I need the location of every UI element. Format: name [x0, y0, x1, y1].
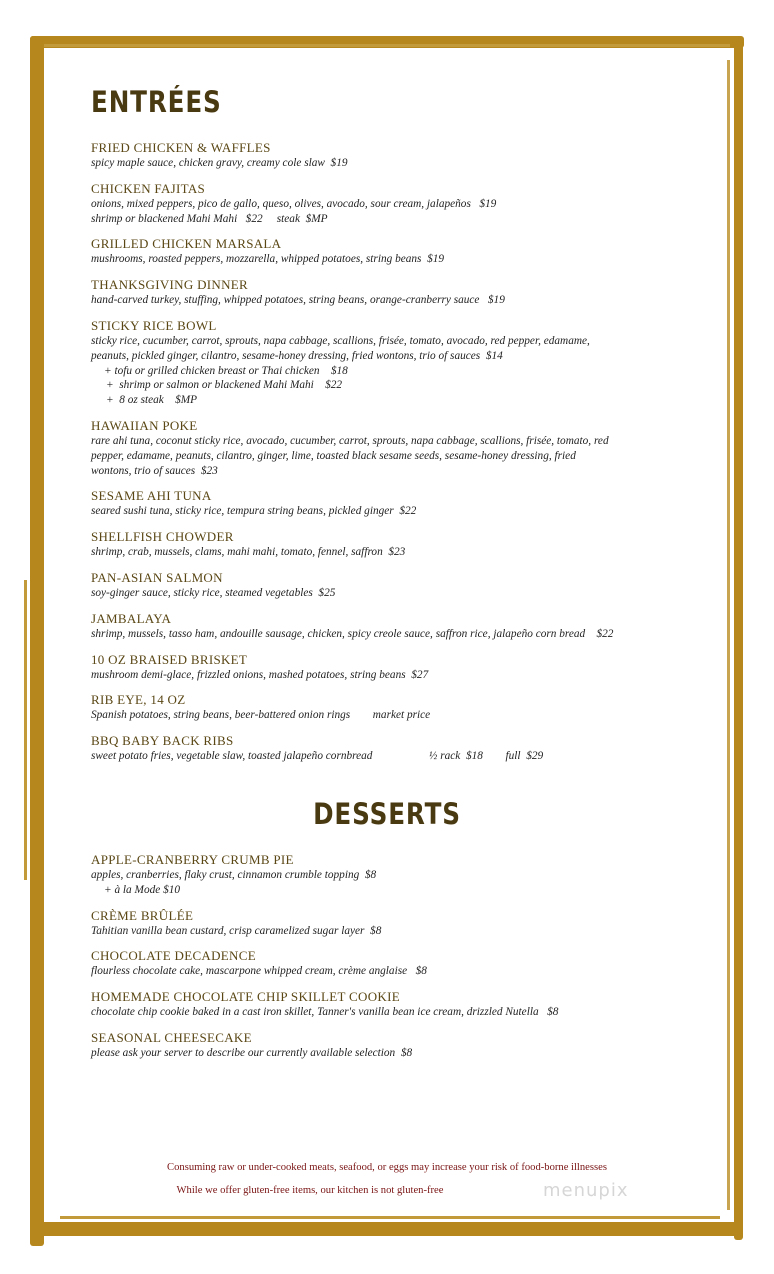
menu-item-description: sticky rice, cucumber, carrot, sprouts, napa cabbage, scallions, frisée, tomato, avocado, red pepper, edamame, [91, 334, 590, 347]
menu-item-name: FRIED CHICKEN & WAFFLES [91, 140, 271, 155]
menu-item-description: pepper, edamame, peanuts, cilantro, ginger, lime, toasted black sesame seeds, sesame-honey dressing, fried [91, 449, 576, 462]
menu-item-name: PAN-ASIAN SALMON [91, 569, 223, 585]
menu-item-addon: + shrimp or salmon or blackened Mahi Mahi $22 [106, 379, 343, 392]
frame-border-right [734, 40, 743, 1240]
menu-item-name: 10 OZ BRAISED BRISKET [91, 651, 248, 667]
gluten-notice: While we offer gluten-free items, our kitchen is not gluten-free [176, 1185, 444, 1196]
entrees-title: ENTRÉES [91, 85, 222, 119]
frame-border-bottom [36, 1222, 742, 1236]
entrees-list [91, 140, 691, 764]
frame-border-right-stroke [727, 60, 730, 1210]
menu-item-description: Tahitian vanilla bean custard, crisp caramelized sugar layer $8 [91, 924, 382, 937]
frame-border-bottom-stroke [60, 1216, 720, 1219]
menu-item-name: HAWAIIAN POKE [91, 417, 198, 433]
menu-item-name: CHICKEN FAJITAS [91, 180, 206, 196]
menu-item-name: RIB EYE, 14 OZ [91, 692, 186, 708]
desserts-title: DESSERTS [313, 796, 461, 831]
menu-item-description: soy-ginger sauce, sticky rice, steamed vegetables $25 [91, 586, 336, 599]
menu-item-name: CHOCOLATE DECADENCE [91, 948, 256, 964]
menu-item-description: flourless chocolate cake, mascarpone whipped cream, crème anglaise $8 [91, 965, 427, 978]
menu-item [91, 692, 691, 723]
menu-item [91, 277, 691, 308]
menu-item [91, 236, 691, 267]
menu-item [91, 488, 691, 519]
desserts-list [91, 852, 691, 1061]
menu-item-description: wontons, trio of sauces $23 [91, 464, 218, 477]
menu-item-description: apples, cranberries, flaky crust, cinnamon crumble topping $8 [91, 868, 377, 881]
menu-item-name: STICKY RICE BOWL [91, 317, 217, 333]
menu-item-addon: + tofu or grilled chicken breast or Thai chicken $18 [104, 364, 348, 377]
menu-item-description: seared sushi tuna, sticky rice, tempura string beans, pickled ginger $22 [91, 505, 417, 518]
menu-item-name: SESAME AHI TUNA [91, 488, 212, 504]
menu-item-name: HOMEMADE CHOCOLATE CHIP SKILLET COOKIE [91, 989, 400, 1005]
menu-item-description: onions, mixed peppers, pico de gallo, queso, olives, avocado, sour cream, jalapeños $19 [91, 197, 497, 210]
menu-item [91, 418, 691, 478]
frame-border-left [30, 36, 44, 1246]
menu-item [91, 908, 691, 939]
frame-border-left-stroke [24, 580, 27, 880]
menu-item [91, 948, 691, 979]
menu-item-description: shrimp, mussels, tasso ham, andouille sausage, chicken, spicy creole sauce, saffron rice, jalapeño corn bread $22 [91, 627, 614, 640]
menu-item-name: THANKSGIVING DINNER [91, 277, 248, 293]
menu-item-description: chocolate chip cookie baked in a cast iron skillet, Tanner's vanilla bean ice cream, drizzled Nutella $8 [91, 1006, 559, 1019]
menu-item-description: mushrooms, roasted peppers, mozzarella, whipped potatoes, string beans $19 [91, 253, 445, 266]
menu-item-name: GRILLED CHICKEN MARSALA [91, 236, 282, 252]
menu-item-description: shrimp, crab, mussels, clams, mahi mahi, tomato, fennel, saffron $23 [91, 546, 406, 559]
menu-item-name: BBQ BABY BACK RIBS [91, 733, 234, 749]
menu-item-description: hand-carved turkey, stuffing, whipped potatoes, string beans, orange-cranberry sauce $19 [91, 294, 505, 307]
menu-item [91, 570, 691, 601]
watermark-logo: menupix [543, 1180, 629, 1201]
menu-item [91, 989, 691, 1020]
menu-item-name: CRÈME BRÛLÉE [91, 907, 194, 923]
menu-item [91, 733, 691, 764]
menu-item-description: Spanish potatoes, string beans, beer-battered onion rings market price [91, 709, 431, 722]
menu-item-addon: + 8 oz steak $MP [106, 394, 198, 407]
menu-item [91, 652, 691, 683]
menu-item [91, 852, 691, 898]
menu-item-description: sweet potato fries, vegetable slaw, toasted jalapeño cornbread ½ rack $18 full $29 [91, 750, 544, 763]
menu-item-description: rare ahi tuna, coconut sticky rice, avocado, cucumber, carrot, sprouts, napa cabbage, scallions, frisée, tomato, red [91, 434, 609, 447]
frame-border-top-stroke [40, 44, 730, 47]
menu-item [91, 611, 691, 642]
menu-item [91, 1030, 691, 1061]
menu-item-description: peanuts, pickled ginger, cilantro, sesame-honey dressing, fried wontons, trio of sauces $14 [91, 349, 503, 362]
menu-item-name: SEASONAL CHEESECAKE [91, 1029, 252, 1045]
menu-item-description: shrimp or blackened Mahi Mahi $22 steak $MP [91, 212, 328, 225]
menu-item-description: mushroom demi-glace, frizzled onions, mashed potatoes, string beans $27 [91, 668, 429, 681]
menu-item-name: SHELLFISH CHOWDER [91, 529, 234, 545]
menu-content [91, 84, 691, 1071]
menu-item-name: APPLE-CRANBERRY CRUMB PIE [91, 851, 294, 867]
menu-item-description: spicy maple sauce, chicken gravy, creamy cole slaw $19 [91, 157, 348, 169]
menu-item-description: please ask your server to describe our currently available selection $8 [91, 1046, 413, 1059]
menu-item [91, 181, 691, 227]
menu-item-name: JAMBALAYA [91, 610, 172, 626]
menu-item [91, 140, 691, 171]
menu-item-addon: + à la Mode $10 [104, 883, 181, 896]
menu-item [91, 529, 691, 560]
raw-food-notice: Consuming raw or under-cooked meats, seafood, or eggs may increase your risk of food-borne illnesses [167, 1162, 607, 1173]
menu-item [91, 318, 691, 408]
